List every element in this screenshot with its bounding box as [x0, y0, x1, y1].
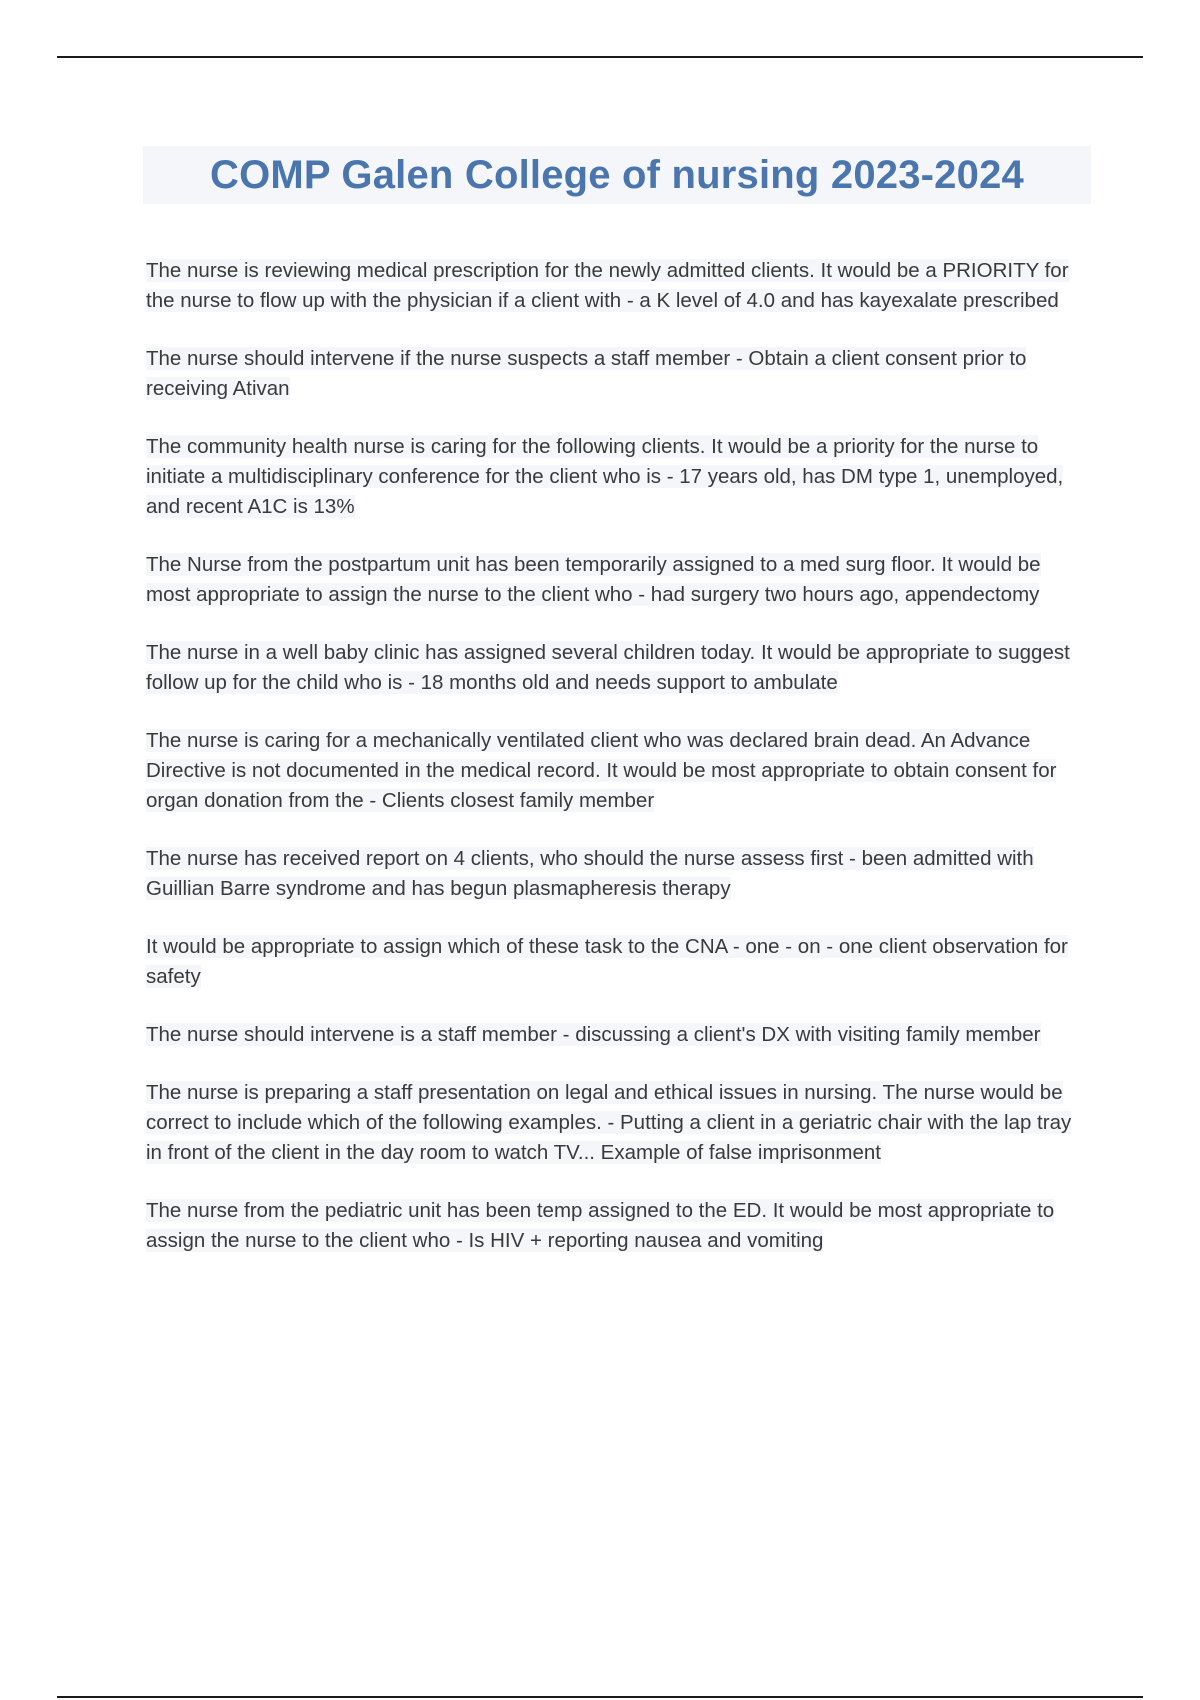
paragraph-2 — [146, 344, 1086, 404]
document-body — [146, 256, 1086, 1284]
title-banner — [143, 146, 1091, 204]
paragraph-1-text: The nurse is reviewing medical prescription for the newly admitted clients. It would be a PRIORITY for the nurse to flow up with the physician if a client with - a K level of 4.0 and has kayexalate prescribed — [146, 259, 1069, 312]
paragraph-6-text: The nurse is caring for a mechanically ventilated client who was declared brain dead. An Advance Directive is not documented in the medical record. It would be most appropriate to obtain consent for organ donation from the - Clients closest family member — [146, 729, 1057, 812]
paragraph-5-text: The nurse in a well baby clinic has assigned several children today. It would be appropriate to suggest follow up for the child who is - 18 months old and needs support to ambulate — [146, 641, 1070, 694]
paragraph-11-text: The nurse from the pediatric unit has been temp assigned to the ED. It would be most appropriate to assign the nurse to the client who - Is HIV + reporting nausea and vomiting — [146, 1199, 1055, 1252]
paragraph-4-text: The Nurse from the postpartum unit has been temporarily assigned to a med surg floor. It would be most appropriate to assign the nurse to the client who - had surgery two hours ago, appendectomy — [146, 553, 1041, 606]
paragraph-7 — [146, 844, 1086, 904]
paragraph-6 — [146, 726, 1086, 816]
paragraph-1 — [146, 256, 1086, 316]
paragraph-3-text: The community health nurse is caring for the following clients. It would be a priority for the nurse to initiate a multidisciplinary conference for the client who is - 17 years old, has DM type 1, unemployed, and recent A1C is 13% — [146, 435, 1064, 518]
paragraph-8-text: It would be appropriate to assign which of these task to the CNA - one - on - one client observation for safety — [146, 935, 1068, 988]
header-rule — [57, 56, 1143, 58]
paragraph-10 — [146, 1078, 1086, 1168]
paragraph-4 — [146, 550, 1086, 610]
paragraph-5 — [146, 638, 1086, 698]
document-title: COMP Galen College of nursing 2023-2024 — [210, 152, 1024, 197]
footer-rule — [57, 1696, 1143, 1698]
paragraph-11 — [146, 1196, 1086, 1256]
paragraph-10-text: The nurse is preparing a staff presentation on legal and ethical issues in nursing. The nurse would be correct to include which of the following examples. - Putting a client in a geriatric chair with the lap tray in front of the client in the day room to watch TV... Example of false imprisonment — [146, 1081, 1072, 1164]
paragraph-8 — [146, 932, 1086, 992]
paragraph-9-text: The nurse should intervene is a staff member - discussing a client's DX with visiting family member — [146, 1023, 1041, 1046]
paragraph-2-text: The nurse should intervene if the nurse suspects a staff member - Obtain a client consent prior to receiving Ativan — [146, 347, 1027, 400]
paragraph-7-text: The nurse has received report on 4 clients, who should the nurse assess first - been admitted with Guillian Barre syndrome and has begun plasmapheresis therapy — [146, 847, 1034, 900]
paragraph-3 — [146, 432, 1086, 522]
paragraph-9 — [146, 1020, 1086, 1050]
